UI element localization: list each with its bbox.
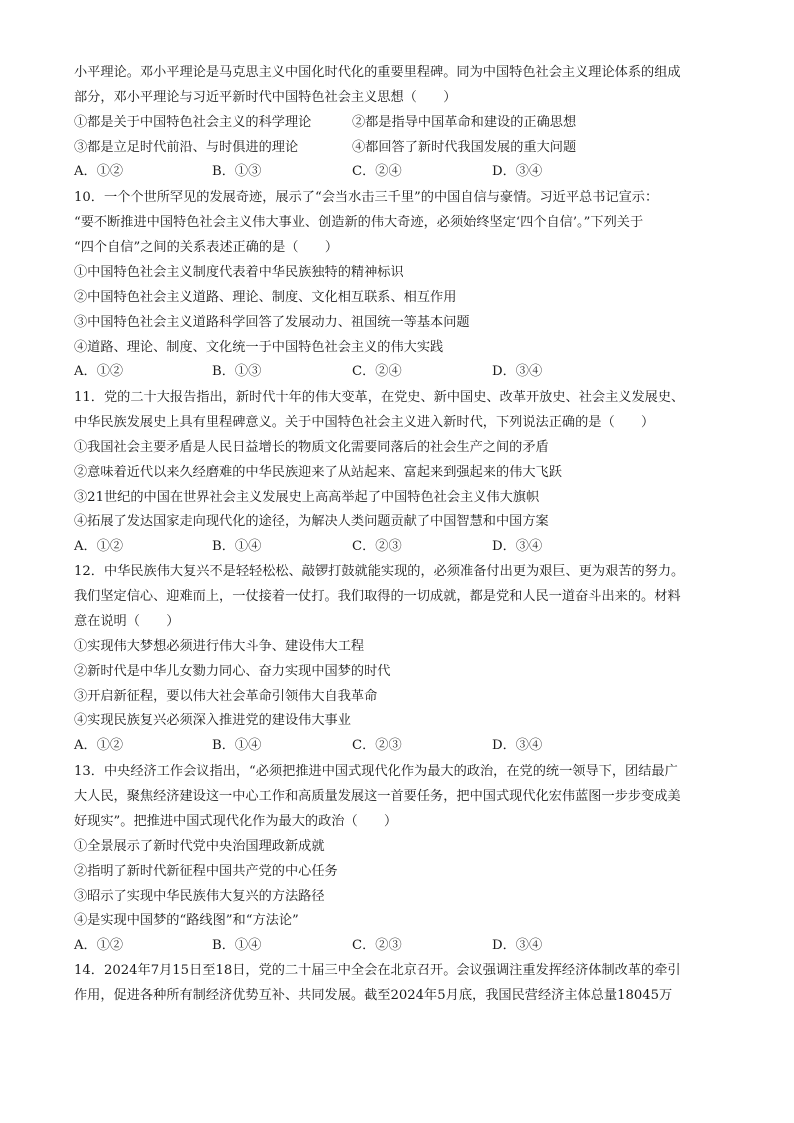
q9-option-a: A．①② [74,164,124,179]
q13-stem-line-2: 大人民，聚焦经济建设这一中心工作和高质量发展这一首要任务，把中国式现代化宏伟蓝图一步步变成美 [74,789,681,804]
q12-item-1: ①实现伟大梦想必须进行伟大斗争、建设伟大工程 [74,639,365,654]
q9-item-4: ④都回答了新时代我国发展的重大问题 [352,140,577,155]
q14-stem-line-2: 作用，促进各种所有制经济优势互补、共同发展。截至2024年5月底，我国民营经济主体总量18045万 [74,988,673,1003]
q9-options [74,162,724,182]
q13-stem-line-1: 13．中央经济工作会议指出，“必须把推进中国式现代化作为最大的政治，在党的统一领导下，团结最广 [74,764,678,779]
q12-stem-line-1: 12．中华民族伟大复兴不是轻轻松松、敲锣打鼓就能实现的，必须准备付出更为艰巨、更为艰苦的努力。 [74,564,685,579]
q10-item-2: ②中国特色社会主义道路、理论、制度、文化相互联系、相互作用 [74,290,457,305]
q9-item-3: ③都是立足时代前沿、与时俱进的理论 [74,140,299,155]
q10-options [74,362,724,382]
q11-option-b: B．①④ [212,539,262,554]
q12-option-d: D．③④ [492,738,543,753]
q10-option-a: A．①② [74,364,124,379]
q12-option-a: A．①② [74,738,124,753]
q9-option-b: B．①③ [212,164,262,179]
q14-stem-line-1: 14．2024年7月15日至18日，党的二十届三中全会在北京召开。会议强调注重发挥经济体制改革的牵引 [74,963,681,978]
q11-stem-line-1: 11．党的二十大报告指出，新时代十年的伟大变革，在党史、新中国史、改革开放史、社会主义发展史、 [74,390,685,405]
q13-option-d: D．③④ [492,938,543,953]
q12-stem-line-2: 我们坚定信心、迎难而上，一仗接着一仗打。我们取得的一切成就，都是党和人民一道奋斗出来的。材料 [74,589,681,604]
q10-stem-line-3: “四个自信”之间的关系表述正确的是（ ） [74,240,339,255]
q11-option-d: D．③④ [492,539,543,554]
q10-stem-line-1: 10．一个个世所罕见的发展奇迹，展示了“会当水击三千里”的中国自信与豪情。习近平总书记宣示： [74,190,659,205]
q10-option-d: D．③④ [492,364,543,379]
q13-stem-line-3: 好现实”。把推进中国式现代化作为最大的政治（ ） [74,814,398,829]
q11-item-3: ③21世纪的中国在世界社会主义发展史上高高举起了中国特色社会主义伟大旗帜 [74,490,540,505]
q10-item-3: ③中国特色社会主义道路科学回答了发展动力、祖国统一等基本问题 [74,315,470,330]
q11-options [74,537,724,557]
q13-item-1: ①全景展示了新时代党中央治国理政新成就 [74,839,325,854]
q9-item-1: ①都是关于中国特色社会主义的科学理论 [74,115,312,130]
q12-item-4: ④实现民族复兴必须深入推进党的建设伟大事业 [74,713,351,728]
q12-item-2: ②新时代是中华儿女勠力同心、奋力实现中国梦的时代 [74,664,391,679]
q10-option-b: B．①③ [212,364,262,379]
q12-option-b: B．①④ [212,738,262,753]
q13-item-2: ②指明了新时代新征程中国共产党的中心任务 [74,864,338,879]
q12-options [74,736,724,756]
q12-item-3: ③开启新征程，要以伟大社会革命引领伟大自我革命 [74,689,378,704]
q9-option-d: D．③④ [492,164,543,179]
q12-option-c: C．②③ [352,738,402,753]
q13-options [74,936,724,956]
q12-stem-line-3: 意在说明（ ） [74,614,180,629]
q9-stem-line-2: 部分，邓小平理论与习近平新时代中国特色社会主义思想（ ） [74,90,457,105]
q11-item-2: ②意味着近代以来久经磨难的中华民族迎来了从站起来、富起来到强起来的伟大飞跃 [74,465,562,480]
q11-item-1: ①我国社会主要矛盾是人民日益增长的物质文化需要同落后的社会生产之间的矛盾 [74,440,549,455]
q9-option-c: C．②④ [352,164,402,179]
q13-item-4: ④是实现中国梦的“路线图”和“方法论” [74,913,299,928]
q13-option-c: C．②③ [352,938,402,953]
q11-option-a: A．①② [74,539,124,554]
q13-item-3: ③昭示了实现中华民族伟大复兴的方法路径 [74,889,325,904]
q11-stem-line-2: 中华民族发展史上具有里程碑意义。关于中国特色社会主义进入新时代，下列说法正确的是（ ） [74,415,655,430]
q9-items-row-2 [74,138,724,158]
q10-stem-line-2: “要不断推进中国特色社会主义伟大事业、创造新的伟大奇迹，必须始终坚定‘四个自信’。”下列关于 [74,215,644,230]
q10-item-1: ①中国特色社会主义制度代表着中华民族独特的精神标识 [74,265,404,280]
q13-option-b: B．①④ [212,938,262,953]
q10-item-4: ④道路、理论、制度、文化统一于中国特色社会主义的伟大实践 [74,340,444,355]
q11-item-4: ④拓展了发达国家走向现代化的途径，为解决人类问题贡献了中国智慧和中国方案 [74,514,549,529]
q9-items-row-1 [74,113,724,133]
q11-option-c: C．②③ [352,539,402,554]
q9-stem-line-1: 小平理论。邓小平理论是马克思主义中国化时代化的重要里程碑。同为中国特色社会主义理论体系的组成 [74,65,681,80]
q10-option-c: C．②④ [352,364,402,379]
q13-option-a: A．①② [74,938,124,953]
q9-item-2: ②都是指导中国革命和建设的正确思想 [352,115,577,130]
